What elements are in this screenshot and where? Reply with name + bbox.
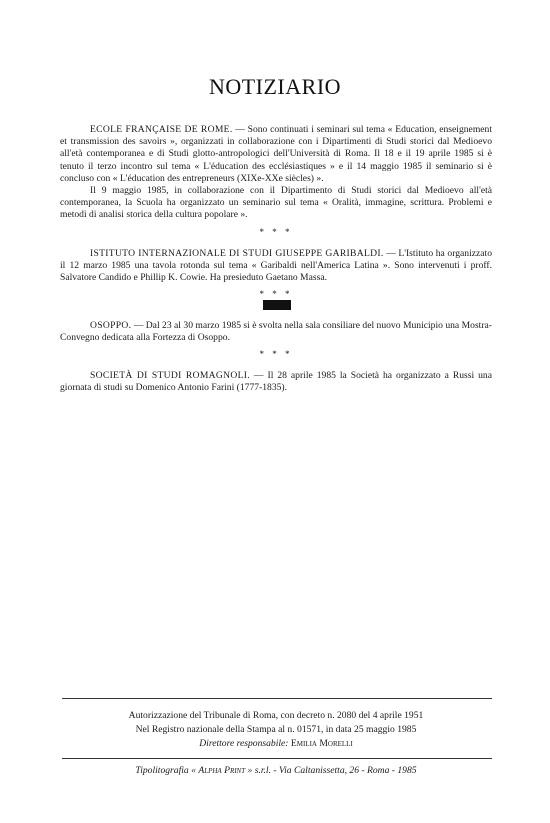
news-text: Il 9 maggio 1985, in collaborazione con il Dipartimento di Studi storici dal Medioevo all'età contemporanea, la Scuola ha organizzato un seminario sul tema « Oralità, immagine, scrittura. Problemi e metodi di analisi storica della cultura popolare ». bbox=[60, 185, 492, 221]
printer-prefix: Tipolitografia « bbox=[135, 765, 196, 776]
colophon-authorization: Autorizzazione del Tribunale di Roma, con decreto n. 2080 del 4 aprile 1951 bbox=[128, 710, 424, 721]
news-heading: OSOPPO. bbox=[90, 319, 132, 331]
news-heading: ECOLE FRANÇAISE DE ROME. bbox=[90, 124, 233, 135]
section-separator: * * * bbox=[259, 289, 293, 300]
redaction-mark bbox=[263, 300, 291, 310]
news-body bbox=[60, 124, 492, 395]
director-label: Direttore responsabile: bbox=[199, 738, 289, 749]
printer-name: Alpha Print bbox=[198, 765, 246, 776]
news-text: — Dal 23 al 30 marzo 1985 si è svolta nella sala consiliare del nuovo Municipio una Mostra-Convegno dedicata alla Fortezza di Osoppo. bbox=[60, 319, 492, 343]
news-item-ecole bbox=[60, 124, 492, 222]
colophon bbox=[60, 709, 492, 751]
news-text: — Sono continuati i seminari sul tema « Education, enseignement et transmission des savoirs », organizzati in collaborazione con i Dipartimenti di Studi storici dal Medioevo all'età contemporanea e di Studi glotto-antropologici dell'Università di Roma. Il 18 e il 19 aprile 1985 si è tenuto il terzo incontro sul tema « L'éducation des ecclésiastiques » e il 14 maggio 1985 il seminario si è concluso con « L'éducation des entrepreneurs (XIXe-XXe siècles) ». bbox=[60, 124, 492, 184]
news-text: — Il 28 aprile 1985 la Società ha organizzato a Russi una giornata di studi su Domenico Antonio Farini (1777-1835). bbox=[60, 370, 492, 394]
colophon-registry: Nel Registro nazionale della Stampa al n. 01571, in data 25 maggio 1985 bbox=[135, 724, 417, 735]
printer-line bbox=[60, 765, 492, 776]
news-paragraph bbox=[60, 320, 492, 344]
news-item-garibaldi bbox=[60, 248, 492, 285]
colophon-director bbox=[60, 737, 492, 751]
section-separator: * * * bbox=[259, 349, 293, 360]
news-paragraph bbox=[60, 248, 492, 285]
news-paragraph bbox=[60, 370, 492, 394]
news-heading: SOCIETÀ DI STUDI ROMAGNOLI. bbox=[90, 370, 250, 382]
footer-rule-bottom bbox=[62, 758, 492, 759]
page-title: NOTIZIARIO bbox=[208, 74, 342, 99]
printer-suffix: » s.r.l. - Via Caltanissetta, 26 - Roma - 1985 bbox=[247, 765, 417, 776]
news-text: — L'Istituto ha organizzato il 12 marzo 1985 una tavola rotonda sul tema « Garibaldi nell'America Latina ». Sono intervenuti i proff. Salvatore Candido e Phillip K. Cowie. Ha presieduto Gaetano Massa. bbox=[60, 247, 492, 284]
news-heading: ISTITUTO INTERNAZIONALE DI STUDI GIUSEPPE GARIBALDI. bbox=[90, 247, 384, 259]
footer-rule-top bbox=[62, 698, 492, 699]
news-paragraph bbox=[60, 124, 492, 185]
spacer bbox=[60, 310, 492, 320]
news-paragraph bbox=[60, 185, 492, 222]
section-separator: * * * bbox=[259, 226, 293, 237]
director-name: Emilia Morelli bbox=[290, 738, 353, 749]
news-item-osoppo bbox=[60, 320, 492, 344]
news-item-romagnoli bbox=[60, 370, 492, 394]
